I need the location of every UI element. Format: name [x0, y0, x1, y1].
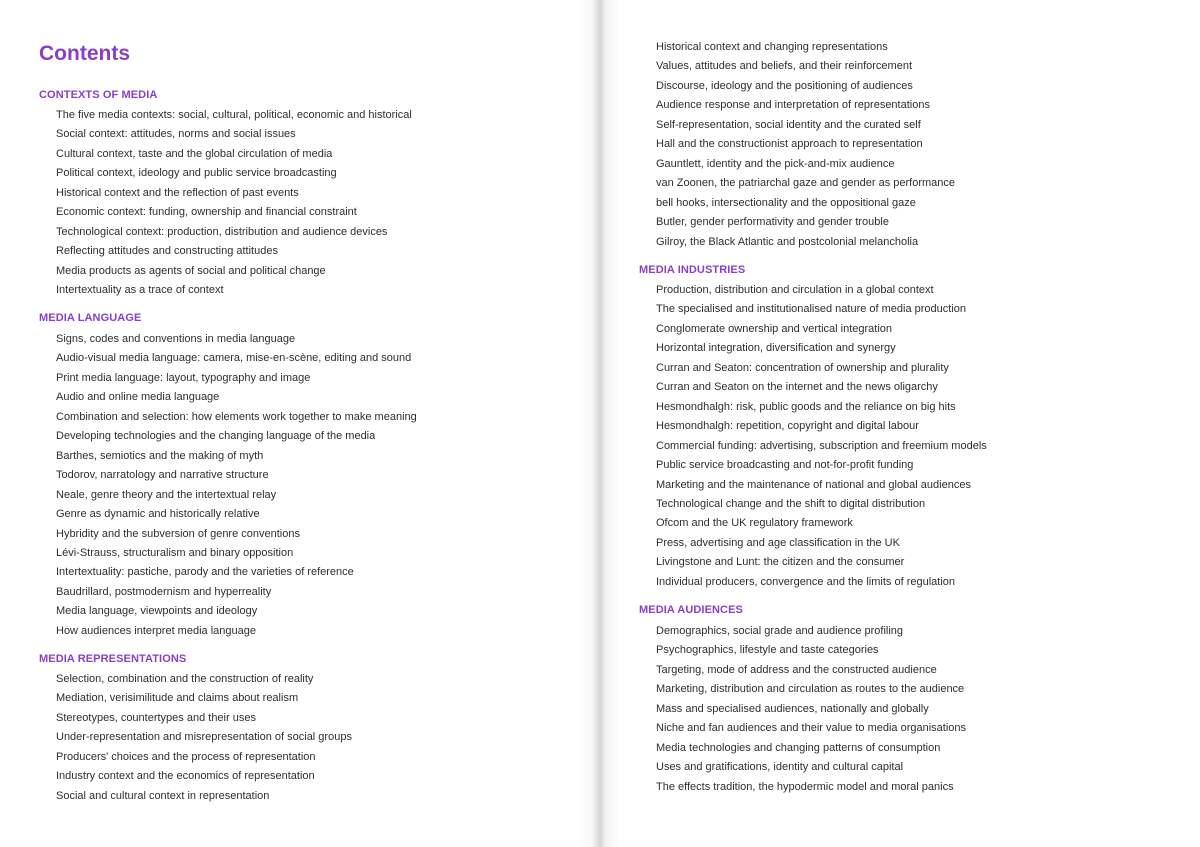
toc-entry-audiences: Targeting, mode of address and the constructed audience: [656, 663, 937, 676]
toc-entry-contexts: Technological context: production, distribution and audience devices: [56, 225, 388, 238]
toc-entry-representations: Social and cultural context in representation: [56, 789, 270, 802]
toc-entry-language: Signs, codes and conventions in media language: [56, 333, 296, 345]
toc-entry-language: Todorov, narratology and narrative structure: [56, 469, 269, 482]
toc-entry-industries: The specialised and institutionalised nature of media production: [656, 303, 967, 316]
toc-entry-representations: van Zoonen, the patriarchal gaze and gender as performance: [656, 177, 956, 190]
toc-entry-industries: Commercial funding: advertising, subscription and freemium models: [656, 439, 987, 452]
toc-entry-contexts: Political context, ideology and public service broadcasting: [56, 167, 337, 180]
toc-entry-representations: Stereotypes, countertypes and their uses: [56, 711, 256, 724]
toc-entry-language: Print media language: layout, typography and image: [56, 371, 311, 384]
toc-entry-representations: Butler, gender performativity and gender trouble: [656, 216, 889, 229]
section-heading-industries: MEDIA INDUSTRIES: [639, 264, 746, 276]
toc-entry-industries: Marketing and the maintenance of national and global audiences: [656, 478, 971, 491]
toc-entry-language: Hybridity and the subversion of genre conventions: [56, 527, 300, 540]
toc-entry-language: Baudrillard, postmodernism and hyperreality: [56, 585, 272, 598]
page-title: Contents: [39, 42, 130, 65]
right-page: [597, 0, 1200, 847]
toc-entry-industries: Hesmondhalgh: risk, public goods and the reliance on big hits: [656, 400, 956, 413]
toc-entry-industries: Hesmondhalgh: repetition, copyright and digital labour: [656, 420, 919, 433]
toc-entry-representations: Gauntlett, identity and the pick-and-mix audience: [656, 157, 895, 170]
toc-entry-industries: Press, advertising and age classification in the UK: [656, 536, 900, 549]
left-page: [0, 0, 597, 847]
toc-entry-representations: bell hooks, intersectionality and the oppositional gaze: [656, 196, 916, 209]
section-heading-language: MEDIA LANGUAGE: [39, 312, 142, 324]
toc-entry-industries: Conglomerate ownership and vertical integration: [656, 322, 893, 335]
language-list: [56, 330, 417, 641]
toc-entry-language: Lévi-Strauss, structuralism and binary opposition: [56, 546, 294, 559]
toc-entry-industries: Livingstone and Lunt: the citizen and the consumer: [656, 556, 905, 569]
toc-entry-audiences: Media technologies and changing patterns of consumption: [656, 741, 941, 754]
toc-entry-contexts: Intertextuality as a trace of context: [56, 284, 224, 297]
toc-entry-industries: Public service broadcasting and not-for-profit funding: [656, 459, 914, 472]
section-heading-audiences: MEDIA AUDIENCES: [639, 604, 743, 616]
toc-entry-representations: Audience response and interpretation of representations: [656, 99, 930, 112]
toc-entry-audiences: Marketing, distribution and circulation as routes to the audience: [656, 683, 965, 696]
toc-entry-representations: Industry context and the economics of representation: [56, 770, 315, 783]
toc-entry-audiences: Uses and gratifications, identity and cultural capital: [656, 761, 904, 774]
toc-entry-audiences: Niche and fan audiences and their value to media organisations: [656, 722, 967, 735]
toc-entry-language: Intertextuality: pastiche, parody and the varieties of reference: [56, 566, 354, 579]
toc-entry-representations: Producers' choices and the process of representation: [56, 750, 316, 763]
toc-entry-language: Audio-visual media language: camera, mise-en-scène, editing and sound: [56, 352, 412, 365]
toc-entry-representations: Under-representation and misrepresentation of social groups: [56, 731, 352, 744]
toc-entry-language: How audiences interpret media language: [56, 624, 256, 637]
toc-entry-language: Audio and online media language: [56, 391, 220, 404]
toc-entry-representations: Gilroy, the Black Atlantic and postcolonial melancholia: [656, 235, 919, 248]
toc-entry-industries: Production, distribution and circulation in a global context: [656, 284, 934, 296]
audiences-list: [656, 622, 966, 797]
toc-entry-language: Genre as dynamic and historically relative: [56, 508, 260, 521]
toc-entry-contexts: Social context: attitudes, norms and social issues: [56, 128, 296, 141]
toc-entry-language: Developing technologies and the changing language of the media: [56, 430, 376, 443]
toc-entry-industries: Ofcom and the UK regulatory framework: [656, 517, 853, 530]
toc-entry-contexts: Media products as agents of social and political change: [56, 264, 326, 277]
toc-entry-representations: Hall and the constructionist approach to representation: [656, 138, 923, 151]
toc-entry-audiences: The effects tradition, the hypodermic model and moral panics: [656, 780, 954, 793]
toc-entry-representations: Historical context and changing representations: [656, 41, 888, 53]
toc-entry-audiences: Psychographics, lifestyle and taste categories: [656, 644, 879, 657]
toc-entry-industries: Curran and Seaton on the internet and the news oligarchy: [656, 381, 938, 394]
toc-entry-language: Media language, viewpoints and ideology: [56, 605, 258, 618]
toc-entry-industries: Individual producers, convergence and the limits of regulation: [656, 575, 956, 588]
representations-continued-list: [656, 38, 955, 252]
toc-entry-industries: Curran and Seaton: concentration of ownership and plurality: [656, 361, 949, 374]
toc-entry-audiences: Mass and specialised audiences, nationally and globally: [656, 702, 929, 715]
toc-entry-language: Neale, genre theory and the intertextual relay: [56, 488, 277, 501]
toc-entry-representations: Self-representation, social identity and the curated self: [656, 118, 921, 131]
toc-entry-representations: Values, attitudes and beliefs, and their reinforcement: [656, 60, 913, 73]
toc-entry-language: Barthes, semiotics and the making of myth: [56, 449, 264, 462]
toc-entry-representations: Discourse, ideology and the positioning of audiences: [656, 79, 913, 92]
representations-list: [56, 670, 352, 806]
toc-entry-contexts: Cultural context, taste and the global circulation of media: [56, 147, 333, 160]
toc-entry-contexts: Economic context: funding, ownership and financial constraint: [56, 206, 357, 219]
toc-entry-contexts: The five media contexts: social, cultural, political, economic and historical: [56, 109, 412, 121]
industries-list: [656, 281, 987, 592]
toc-entry-representations: Selection, combination and the construction of reality: [56, 673, 314, 685]
toc-entry-representations: Mediation, verisimilitude and claims about realism: [56, 692, 299, 705]
toc-entry-industries: Horizontal integration, diversification and synergy: [656, 342, 896, 355]
section-heading-representations: MEDIA REPRESENTATIONS: [39, 653, 187, 665]
contexts-list: [56, 106, 412, 301]
section-heading-contexts: CONTEXTS OF MEDIA: [39, 89, 158, 101]
toc-entry-industries: Technological change and the shift to digital distribution: [656, 497, 926, 510]
toc-entry-audiences: Demographics, social grade and audience profiling: [656, 625, 904, 637]
toc-entry-language: Combination and selection: how elements work together to make meaning: [56, 410, 417, 423]
toc-entry-contexts: Historical context and the reflection of past events: [56, 186, 299, 199]
toc-entry-contexts: Reflecting attitudes and constructing attitudes: [56, 245, 278, 258]
